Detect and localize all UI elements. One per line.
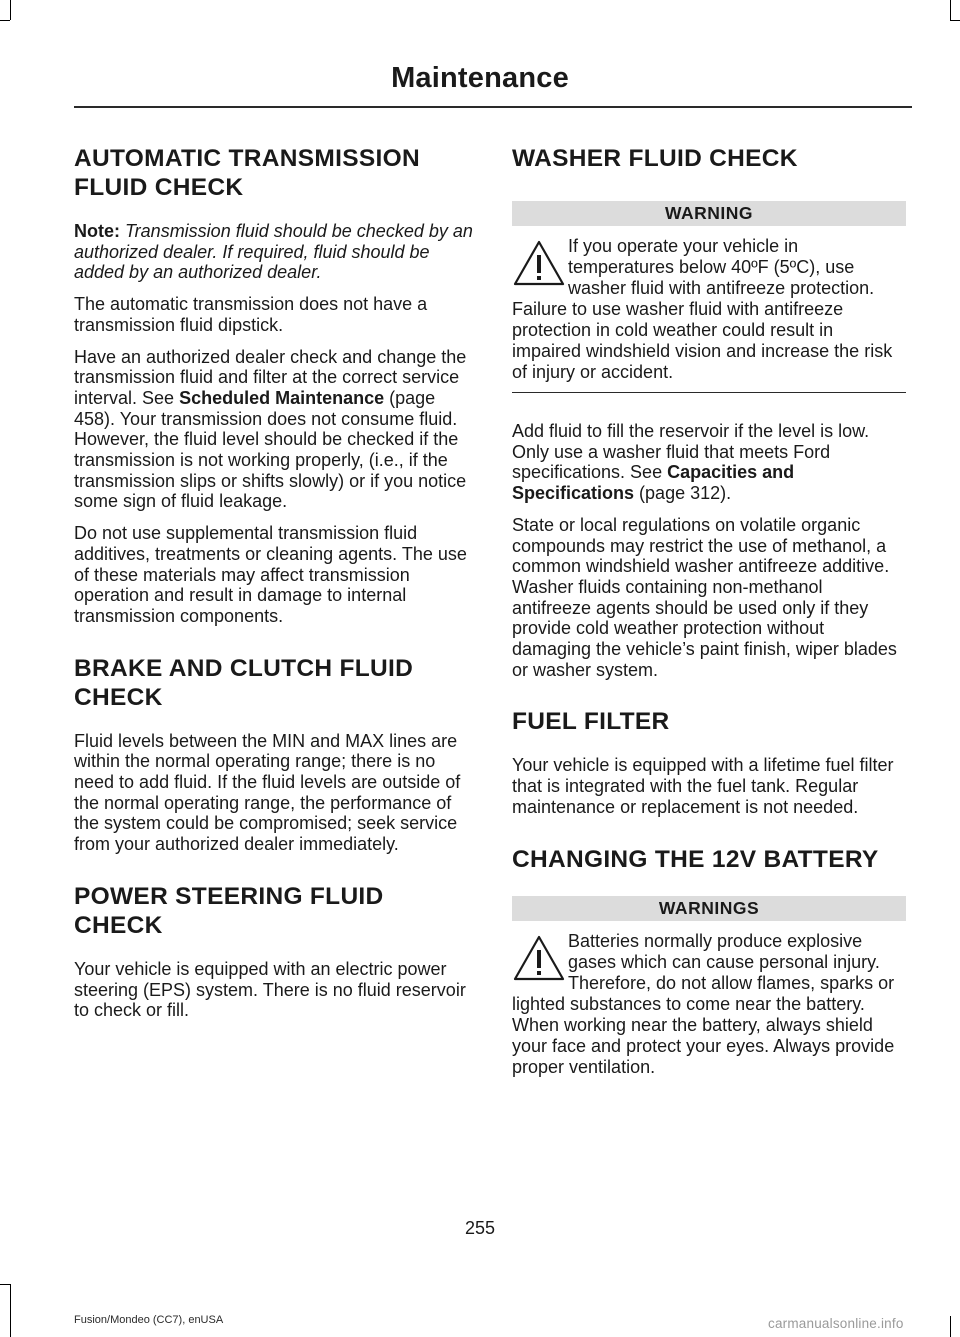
- warning-triangle-icon: [512, 238, 566, 290]
- washer-p1-text-end: (page 312).: [634, 483, 732, 504]
- crop-mark: [950, 20, 960, 21]
- section-heading-brake: BRAKE AND CLUTCH FLUID CHECK: [74, 654, 414, 711]
- warnings-band: WARNINGS: [512, 896, 906, 921]
- section-heading-atf: AUTOMATIC TRANSMISSION FLUID CHECK: [74, 145, 420, 201]
- note-body: Transmission fluid should be checked by an authorized dealer. If required, fluid should be added by an authorized dealer.: [74, 221, 473, 283]
- washer-paragraph-1: [512, 421, 906, 504]
- crop-mark: [0, 1284, 10, 1285]
- note-label: Note:: [74, 221, 120, 241]
- atf-note: [74, 221, 474, 283]
- warning-block: [512, 236, 906, 383]
- crop-mark: [0, 20, 10, 21]
- section-heading-power-steering: POWER STEERING FLUID CHECK: [74, 882, 384, 939]
- atf-p2-text-end: (page 458). Your transmission does not consume fluid. However, the fluid level should be checked if the transmission is not working properly, (i.e., if the transmission slips or shifts slowly) or if you notice some sign of fluid leakage.: [74, 387, 467, 512]
- right-column: [512, 144, 906, 1078]
- washer-p1-text: Add fluid to fill the reservoir if the level is low. Only use a washer fluid that meets Ford specifications. See: [512, 421, 870, 483]
- power-steering-paragraph-1: Your vehicle is equipped with an electric power steering (EPS) system. There is no fluid reservoir to check or fill.: [74, 958, 466, 1021]
- warning-block: [512, 931, 906, 1078]
- watermark: carmanualsonline.info: [768, 1316, 904, 1331]
- warning-triangle-icon: [512, 933, 566, 985]
- atf-p2-text: Have an authorized dealer check and change the transmission fluid and filter at the correct service interval. See: [74, 346, 467, 408]
- left-column: [74, 144, 474, 1021]
- crop-mark: [10, 1284, 11, 1337]
- fuel-filter-paragraph-1: Your vehicle is equipped with a lifetime fuel filter that is integrated with the fuel tank. Regular maintenance or replacement is not needed.: [512, 755, 894, 817]
- section-heading-washer: WASHER FLUID CHECK: [512, 145, 798, 172]
- header-rule: [74, 106, 912, 108]
- atf-paragraph-1: The automatic transmission does not have a transmission fluid dipstick.: [74, 294, 428, 335]
- section-heading-fuel-filter: FUEL FILTER: [512, 708, 670, 736]
- atf-paragraph-2: [74, 347, 474, 513]
- scheduled-maintenance-link[interactable]: Scheduled Maintenance: [179, 387, 385, 408]
- brake-paragraph-1: Fluid levels between the MIN and MAX lines are within the normal operating range; there is no need to add fluid. If the fluid levels are outside of the normal operating range, the performance of the system could be compromised; seek service from your authorized dealer immediately.: [74, 730, 461, 855]
- crop-mark: [950, 1316, 951, 1337]
- washer-paragraph-2: State or local regulations on volatile organic compounds may restrict the use of methanol, a common windshield washer antifreeze additive. Washer fluids containing non-methanol antifreeze agents should be used only if they provide cold weather protection without damaging the vehicle’s paint finish, wiper blades or washer system.: [512, 514, 897, 680]
- atf-paragraph-3: Do not use supplemental transmission fluid additives, treatments or cleaning agents. The use of these materials may affect transmission operation and result in damage to internal transmission components.: [74, 523, 467, 626]
- section-heading-battery: CHANGING THE 12V BATTERY: [512, 845, 879, 873]
- page-number: 255: [464, 1218, 496, 1238]
- footer-model: Fusion/Mondeo (CC7), enUSA: [74, 1314, 224, 1326]
- crop-mark: [950, 0, 951, 20]
- warning-divider: [512, 392, 906, 393]
- page-header-title: Maintenance: [391, 62, 569, 94]
- warning-text: Batteries normally produce explosive gases which can cause personal injury. Therefore, do not allow flames, sparks or lighted substances to come near the battery. When working near the battery, always shield your face and protect your eyes. Always provide proper ventilation.: [512, 930, 895, 1077]
- capacities-specifications-link[interactable]: Capacities and Specifications: [512, 462, 795, 504]
- warning-text: If you operate your vehicle in temperatures below 40ºF (5ºC), use washer fluid with antifreeze protection. Failure to use washer fluid with antifreeze protection in cold weather could result in impaired windshield vision and increase the risk of injury or accident.: [512, 236, 893, 382]
- crop-mark: [10, 0, 11, 20]
- warning-band: WARNING: [512, 201, 906, 226]
